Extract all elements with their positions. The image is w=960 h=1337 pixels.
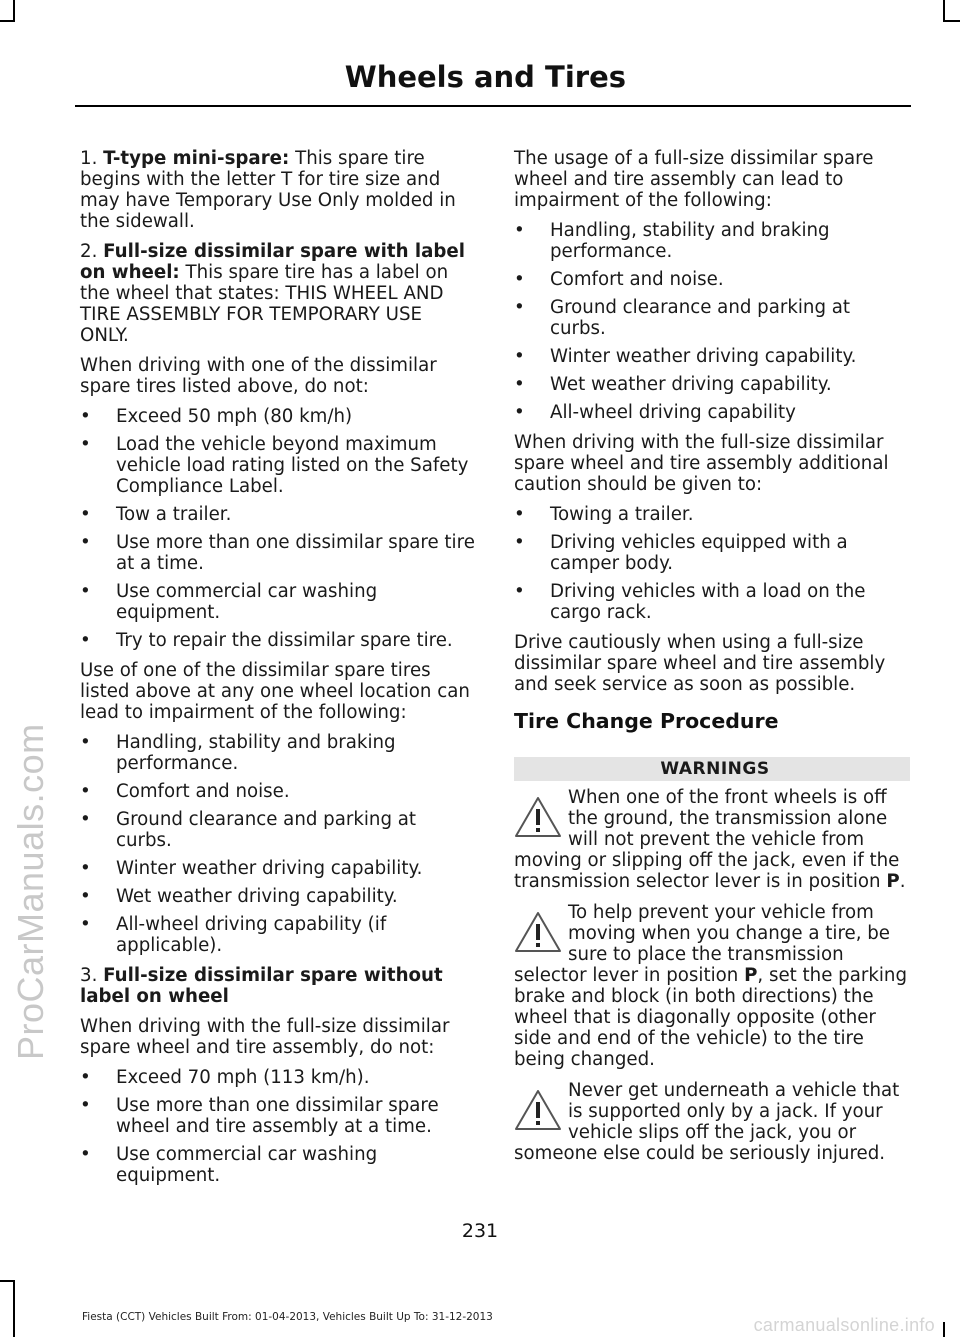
crop-mark xyxy=(13,0,15,22)
bullet-list xyxy=(80,406,476,651)
crop-mark xyxy=(13,1280,15,1337)
warning-triangle-icon xyxy=(514,1088,562,1132)
list-item: • Comfort and noise. xyxy=(80,781,290,802)
list-item: • Towing a trailer. xyxy=(514,504,694,525)
intro-paragraph: When driving with the full-size dissimilar spare wheel and tire assembly additional caution should be given to: xyxy=(514,432,889,495)
list-item: • Driving vehicles with a load on the cargo rack. xyxy=(514,581,866,623)
intro-paragraph: When driving with one of the dissimilar spare tires listed above, do not: xyxy=(80,355,437,397)
list-item: • Driving vehicles equipped with a camper body. xyxy=(514,532,848,574)
list-item: • Ground clearance and parking at curbs. xyxy=(80,809,417,851)
list-item: • Use more than one dissimilar spare tire at a time. xyxy=(80,532,475,574)
bullet-list xyxy=(80,732,476,956)
crop-mark xyxy=(943,20,960,22)
header-rule xyxy=(75,105,911,107)
page-title: Wheels and Tires xyxy=(344,60,626,94)
warning-triangle-icon xyxy=(514,795,562,839)
page-number: 231 xyxy=(461,1220,499,1242)
spare-type-1: 1. T-type mini-spare: This spare tire begins with the letter T for tire size and may have Temporary Use Only molded in the sidewall. xyxy=(80,148,456,232)
crop-mark xyxy=(943,1322,945,1337)
bullet-list xyxy=(514,504,910,623)
list-item: • Wet weather driving capability. xyxy=(514,374,832,395)
intro-paragraph: Use of one of the dissimilar spare tires listed above at any one wheel location can lead to impairment of the following: xyxy=(80,660,470,723)
side-watermark: ProCarManuals.com xyxy=(10,723,51,1060)
list-item: • Winter weather driving capability. xyxy=(514,346,857,367)
bullet-list xyxy=(80,1067,476,1186)
list-item: • Use commercial car washing equipment. xyxy=(80,1144,378,1186)
caution-paragraph: Drive cautiously when using a full-size dissimilar spare wheel and tire assembly and seek service as soon as possible. xyxy=(514,632,886,695)
warnings-header: WARNINGS xyxy=(514,757,910,781)
list-item: • Use more than one dissimilar spare wheel and tire assembly at a time. xyxy=(80,1095,439,1137)
list-item: • Comfort and noise. xyxy=(514,269,724,290)
intro-paragraph: When driving with the full-size dissimilar spare wheel and tire assembly, do not: xyxy=(80,1016,450,1058)
list-item: • Handling, stability and braking performance. xyxy=(514,220,830,262)
list-item: • Winter weather driving capability. xyxy=(80,858,423,879)
crop-mark xyxy=(943,0,945,22)
spare-type-2: 2. Full-size dissimilar spare with label on wheel: This spare tire has a label on the wheel that states: THIS WHEEL AND TIRE ASSEMBLY FOR TEMPORARY USE ONLY. xyxy=(80,241,465,346)
list-item: • Load the vehicle beyond maximum vehicle load rating listed on the Safety Compliance Label. xyxy=(80,434,469,497)
section-heading: Tire Change Procedure xyxy=(514,709,779,733)
list-item: • Try to repair the dissimilar spare tire. xyxy=(80,630,453,651)
left-column xyxy=(80,148,476,1195)
list-item: • Use commercial car washing equipment. xyxy=(80,581,378,623)
warning-block: Never get underneath a vehicle that is supported only by a jack. If your vehicle slips off the jack, you or someone else could be seriously injured. xyxy=(514,1080,900,1164)
footer-watermark: carmanualsonline.info xyxy=(753,1315,935,1335)
list-item: • All-wheel driving capability xyxy=(514,402,796,423)
footer-text: Fiesta (CCT) Vehicles Built From: 01-04-2013, Vehicles Built Up To: 31-12-2013 xyxy=(82,1311,493,1323)
list-item: • Exceed 50 mph (80 km/h) xyxy=(80,406,353,427)
warning-block: When one of the front wheels is off the ground, the transmission alone will not prevent the vehicle from moving or slipping off the jack, even if the transmission selector lever is in position P. xyxy=(514,787,906,892)
warning-block: To help prevent your vehicle from moving when you change a tire, be sure to place the transmission selector lever in position P, set the parking brake and block (in both directions) the wheel that is diagonally opposite (other side and end of the vehicle) to the tire being changed. xyxy=(514,902,908,1070)
list-item: • Exceed 70 mph (113 km/h). xyxy=(80,1067,370,1088)
list-item: • Ground clearance and parking at curbs. xyxy=(514,297,851,339)
right-column xyxy=(514,148,910,1174)
intro-paragraph: The usage of a full-size dissimilar spare wheel and tire assembly can lead to impairment of the following: xyxy=(514,148,874,211)
crop-mark xyxy=(0,20,15,22)
list-item: • Tow a trailer. xyxy=(80,504,232,525)
spare-type-3: 3. Full-size dissimilar spare without label on wheel xyxy=(80,965,443,1007)
list-item: • Handling, stability and braking performance. xyxy=(80,732,396,774)
list-item: • Wet weather driving capability. xyxy=(80,886,398,907)
list-item: • All-wheel driving capability (if applicable). xyxy=(80,914,387,956)
warning-triangle-icon xyxy=(514,910,562,954)
bullet-list xyxy=(514,220,910,423)
